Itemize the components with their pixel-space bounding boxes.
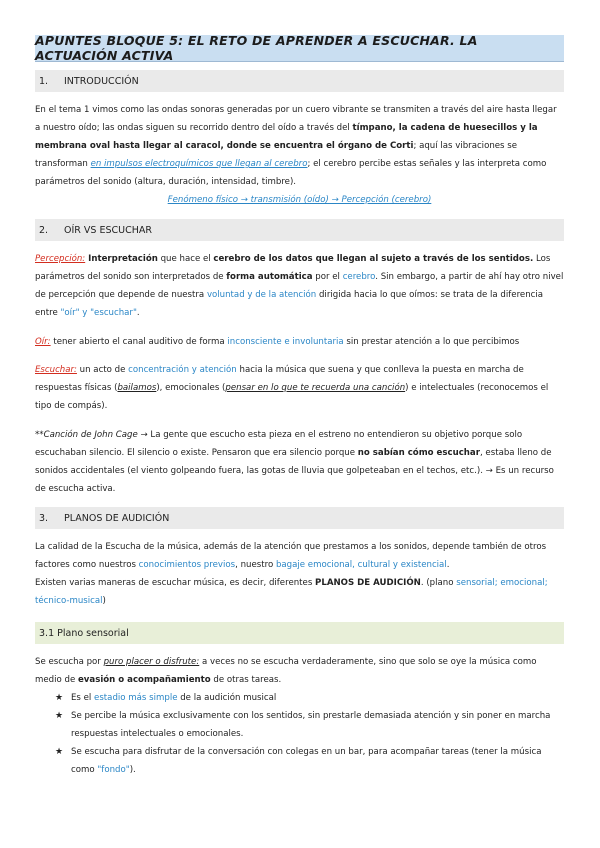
text: . (plano: [420, 578, 457, 588]
star-bullet-icon: ★: [55, 693, 64, 703]
paragraph-plano-sensorial: [35, 653, 564, 779]
section-header-oir-vs-escuchar: [35, 219, 564, 241]
text: .: [136, 308, 140, 318]
underlined-text: puro placer o disfrute:: [103, 657, 200, 667]
bold-text: forma automática: [226, 272, 313, 282]
paragraph-oir: [35, 333, 564, 351]
text: que hace el: [157, 254, 214, 264]
text: por el: [312, 272, 343, 282]
text: Se escucha por: [35, 657, 104, 667]
section-title: PLANOS DE AUDICIÓN: [64, 512, 170, 524]
text: sin prestar atención a lo que percibimos: [343, 337, 520, 347]
text: hacia la música que suena y que conlleva la puesta en marcha de respuestas físicas (: [35, 365, 524, 393]
text: Es el: [71, 693, 95, 703]
bold-text: PLANOS DE AUDICIÓN: [315, 578, 421, 588]
highlight-text: "fondo": [97, 765, 130, 775]
subsection-header-plano-sensorial: [35, 622, 564, 644]
flow-line: Fenómeno físico → transmisión (oído) → Percepción (cerebro): [167, 195, 432, 205]
text: ; el cerebro percibe estas señales y las interpreta como parámetros del sonido (altura, duración, intensidad, timbre).: [35, 159, 547, 187]
term-label: Escuchar:: [35, 365, 77, 375]
list-item: [35, 743, 564, 779]
list-item: [35, 707, 564, 743]
term-label: Percepción:: [35, 254, 86, 264]
text: La calidad de la Escucha de la música, además de la atención que prestamos a los sonidos, depende también de otros factores como nuestros: [35, 542, 547, 570]
highlight-text: voluntad y de la atención: [206, 290, 317, 300]
text: ) e intelectuales (reconocemos el tipo de compás).: [35, 383, 549, 411]
text: En el tema 1 vimos como las ondas sonoras generadas por un cuero vibrante se transmiten a través del aire hasta llegar a nuestro oído; las ondas siguen su recorrido dentro del oído a través del: [35, 105, 557, 133]
text: , estaba lleno de sonidos accidentales (el viento golpeando fuera, las gotas de lluvia que golpeteaban en el techos, etc.). → Es un recurso de escucha activa.: [35, 448, 554, 494]
highlight-text: bagaje emocional, cultural y existencial: [275, 560, 447, 570]
section-header-planos-audicion: [35, 507, 564, 529]
text: Se escucha para disfrutar de la conversación con colegas en un bar, para acompañar tareas (tener la música como: [71, 747, 542, 775]
text: Existen varias maneras de escuchar música, es decir, diferentes: [35, 578, 316, 588]
text: dirigida hacia lo que oímos: se trata de la diferencia entre: [35, 290, 544, 318]
section-title: INTRODUCCIÓN: [64, 75, 139, 87]
text: de otras tareas.: [210, 675, 282, 685]
bold-text: evasión o acompañamiento: [77, 675, 211, 685]
highlight-text: cerebro: [342, 272, 376, 282]
term-label: **Canción de John Cage: [35, 430, 138, 440]
underlined-text: pensar en lo que te recuerda una canción: [225, 383, 406, 393]
bold-text: Interpretación: [85, 254, 158, 264]
text: ): [102, 596, 106, 606]
text: Los parámetros del sonido son interpretados de: [35, 254, 551, 282]
paragraph-introduccion: [35, 101, 564, 191]
bold-text: tímpano, la cadena de huesecillos y la membrana oval hasta llegar al caracol, donde se encuentra el órgano de Corti: [35, 123, 538, 151]
section-title: OÍR VS ESCUCHAR: [64, 224, 152, 236]
text: Se percibe la música exclusivamente con los sentidos, sin prestarle demasiada atención y sin poner en marcha respuestas intelectuales o emocionales.: [71, 711, 551, 739]
text: tener abierto el canal auditivo de forma: [50, 337, 228, 347]
bold-text: no sabían cómo escuchar: [357, 448, 480, 458]
paragraph-john-cage: [35, 426, 564, 498]
highlight-text: en impulsos electroquímicos que llegan al cerebro: [90, 159, 308, 169]
highlight-text: conocimientos previos: [138, 560, 236, 570]
star-bullet-icon: ★: [55, 711, 64, 721]
text: a veces no se escucha verdaderamente, sino que solo se oye la música como medio de: [35, 657, 537, 685]
highlight-text: sensorial; emocional; técnico-musical: [35, 578, 548, 606]
text: de la audición musical: [177, 693, 277, 703]
text: ), emocionales (: [156, 383, 226, 393]
text: ; aquí las vibraciones se transforman: [35, 141, 518, 169]
text: , nuestro: [235, 560, 276, 570]
underlined-text: bailamos: [117, 383, 157, 393]
text: ).: [129, 765, 136, 775]
highlight-text: "oír" y "escuchar": [60, 308, 137, 318]
paragraph-planos: [35, 538, 564, 610]
bold-text: cerebro de los datos que llegan al sujeto a través de los sentidos.: [213, 254, 534, 264]
paragraph-escuchar: [35, 361, 564, 415]
text: .: [446, 560, 450, 570]
section-header-introduccion: [35, 70, 564, 92]
section-number: 1.: [39, 75, 49, 87]
text: → La gente que escucho esta pieza en el estreno no entendieron su objetivo porque solo escuchaban silencio. El silencio o existe. Pensaron que era silencio porque: [35, 430, 523, 458]
section-number: 2.: [39, 224, 49, 236]
term-label: Oír:: [35, 337, 51, 347]
highlight-text: concentración y atención: [128, 365, 237, 375]
list-item: [35, 689, 564, 707]
document-title: APUNTES BLOQUE 5: EL RETO DE APRENDER A ESCUCHAR. LA ACTUACIÓN ACTIVA: [35, 35, 564, 62]
text: . Sin embargo, a partir de ahí hay otro nivel de percepción que depende de nuestra: [35, 272, 564, 300]
star-bullet-icon: ★: [55, 747, 64, 757]
highlight-text: inconsciente e involuntaria: [227, 337, 344, 347]
paragraph-percepcion: [35, 250, 564, 322]
section-title: 3.1 Plano sensorial: [39, 627, 129, 639]
bullet-list: [35, 689, 564, 779]
text: un acto de: [76, 365, 129, 375]
highlight-text: estadio más simple: [94, 693, 178, 703]
section-number: 3.: [39, 512, 49, 524]
